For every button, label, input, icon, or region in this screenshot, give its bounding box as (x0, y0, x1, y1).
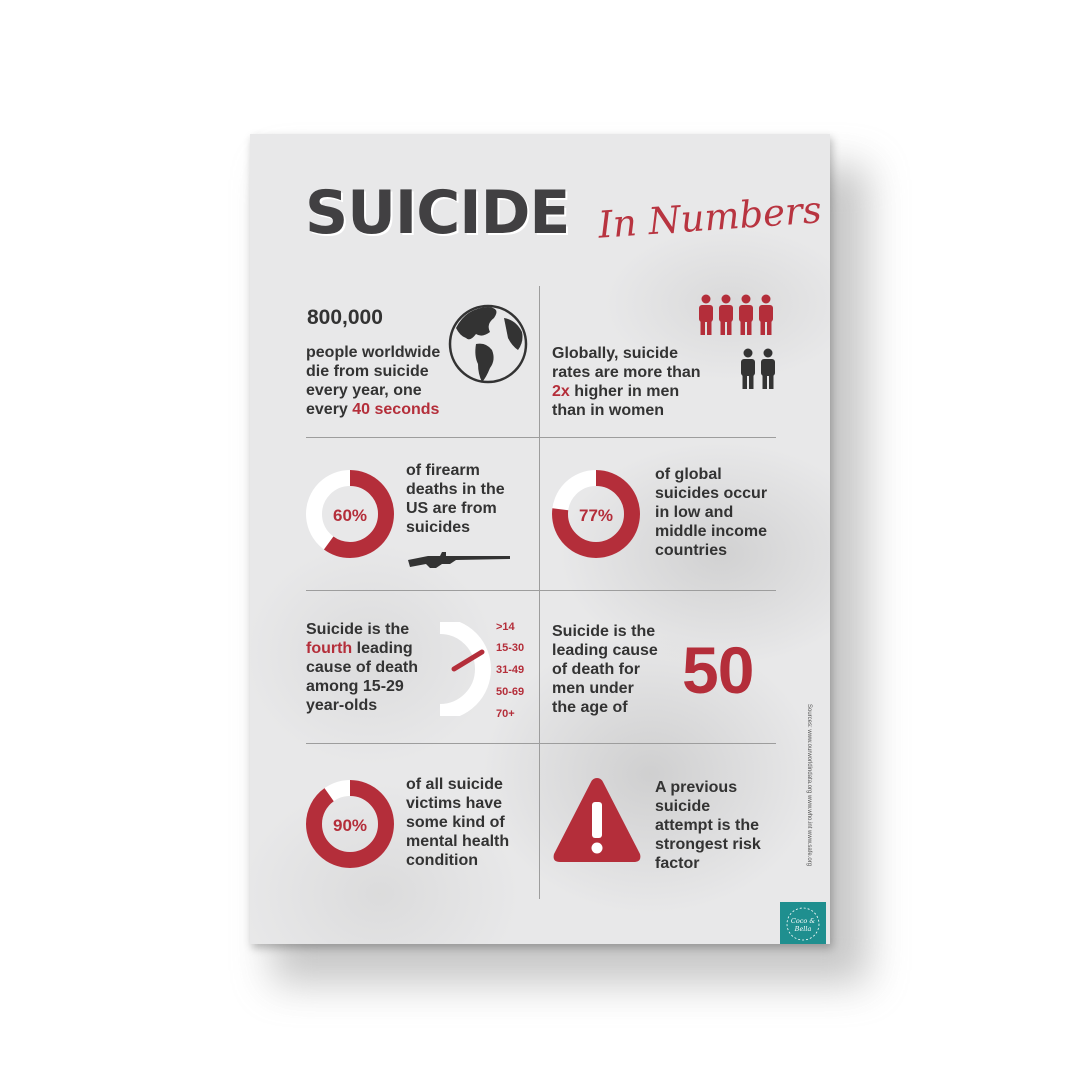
gauge-label-3: 31-49 (496, 664, 525, 676)
age-highlight: fourth (306, 640, 353, 657)
firearm-text: of firearm deaths in the US are from suicides (406, 462, 505, 536)
worldwide-highlight: 40 seconds (352, 401, 440, 418)
gauge-icon (436, 622, 492, 716)
rifle-icon (406, 546, 512, 572)
poster-title: SUICIDE (305, 178, 570, 248)
mental-percent: 90% (332, 816, 368, 835)
row-divider-3 (306, 743, 776, 744)
gender-highlight: 2x (552, 383, 570, 400)
income-text: of global suicides occur in low and middle income countries (655, 466, 768, 559)
gauge-label-5: 70+ (496, 708, 515, 720)
worldwide-number: 800,000 (307, 306, 383, 329)
warning-icon (550, 774, 644, 866)
poster-subtitle: In Numbers (596, 188, 823, 247)
row-divider-2 (306, 590, 776, 591)
man-figure-2 (719, 295, 733, 336)
globe-icon (446, 298, 530, 390)
income-donut (550, 468, 642, 560)
gauge-label-4: 50-69 (496, 686, 525, 698)
worldwide-text: people worldwide die from suicide every year, one every 40 seconds (306, 344, 441, 418)
brand-logo-mark (780, 902, 826, 944)
svg-text:Bella: Bella (794, 925, 812, 933)
age-text: Suicide is the fourth leading cause of death among 15-29 year-olds (306, 621, 419, 714)
man-figure-3 (739, 295, 753, 336)
people-icon (696, 294, 778, 390)
row-divider-1 (306, 437, 776, 438)
svg-text:Coco &: Coco & (790, 917, 816, 925)
sources-text: Sources: www.ourworldindata.org www.who.int www.safe.org (806, 704, 812, 867)
men-text: Suicide is the leading cause of death for men under the age of (552, 623, 658, 716)
poster (250, 134, 830, 944)
gauge-label-2: 15-30 (496, 642, 525, 654)
man-figure-4 (759, 295, 773, 336)
income-percent: 77% (578, 506, 614, 525)
woman-figure-1 (741, 349, 755, 390)
firearm-percent: 60% (332, 506, 368, 525)
risk-text: A previous suicide attempt is the strongest risk factor (655, 779, 761, 872)
firearm-donut (304, 468, 396, 560)
mental-donut (304, 778, 396, 870)
gauge-label-1: >14 (496, 621, 515, 633)
brand-logo (780, 902, 826, 944)
man-figure-1 (699, 295, 713, 336)
woman-figure-2 (761, 349, 775, 390)
gender-text: Globally, suicide rates are more than 2x higher in men than in women (552, 345, 701, 419)
center-divider (539, 286, 540, 899)
mental-text: of all suicide victims have some kind of mental health condition (406, 776, 510, 869)
men-age-number: 50 (682, 633, 754, 707)
